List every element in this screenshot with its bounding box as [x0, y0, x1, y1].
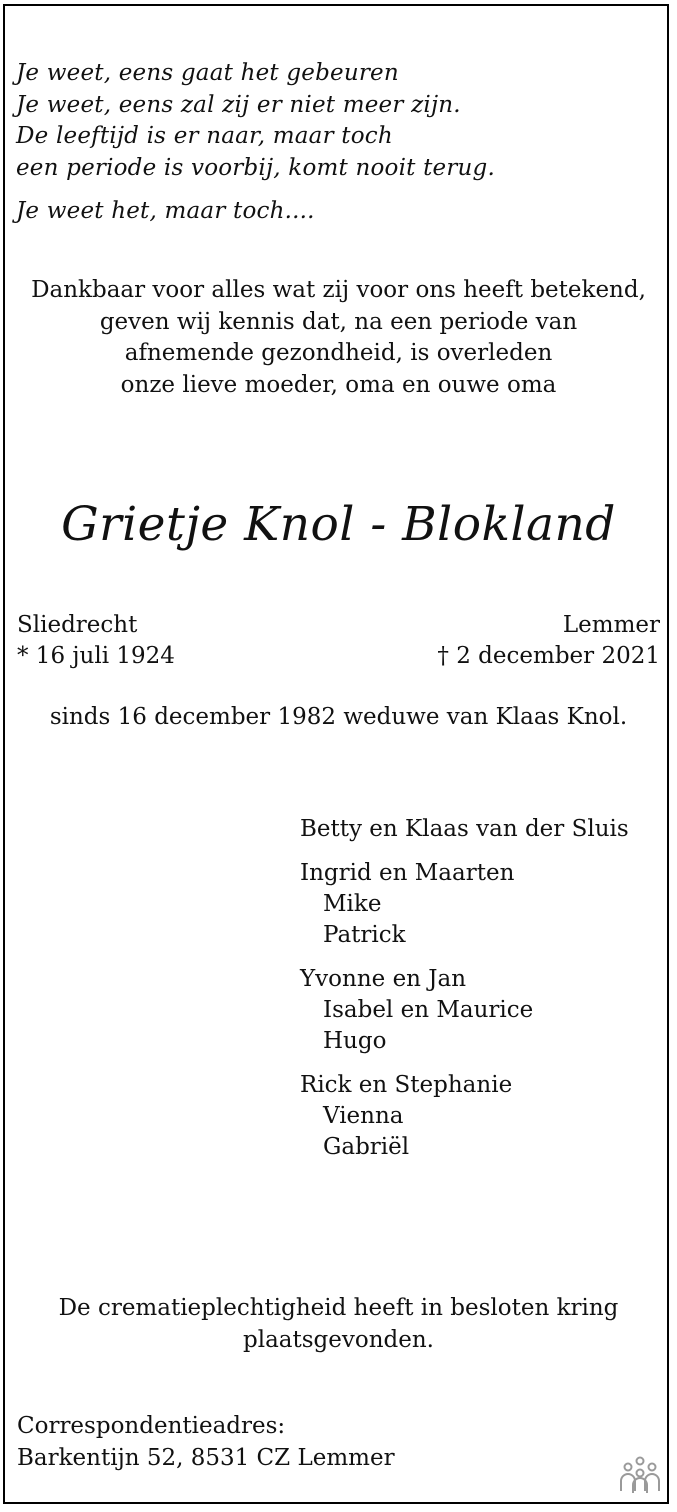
announcement-frame [3, 4, 669, 1504]
family-parents: Betty en Klaas van der Sluis [300, 816, 629, 842]
poem [16, 58, 495, 184]
intro-line: onze lieve moeder, oma en ouwe oma [120, 371, 557, 398]
family-group [300, 1070, 629, 1163]
poem-line: een periode is voorbij, komt nooit terug. [16, 154, 495, 181]
family-group [300, 814, 629, 845]
family-group [300, 964, 629, 1057]
intro-line: Dankbaar voor alles wat zij voor ons heeft betekend, [31, 277, 646, 303]
poem-line: Je weet, eens zal zij er niet meer zijn. [16, 91, 461, 118]
deceased-name: Grietje Knol - Blokland [61, 497, 616, 552]
widow-text: sinds 16 december 1982 weduwe van Klaas Knol. [49, 704, 628, 730]
family-parents: Rick en Stephanie [300, 1072, 513, 1098]
cremation-line: plaatsgevonden. [243, 1327, 434, 1353]
birth-info [17, 610, 175, 672]
poem-line: Je weet, eens gaat het gebeuren [16, 60, 399, 86]
cremation-notice [0, 1292, 677, 1356]
family-parents: Yvonne en Jan [300, 966, 467, 992]
family-list [300, 814, 629, 1176]
correspondence-address [17, 1410, 395, 1474]
intro-line: geven wij kennis dat, na een periode van [99, 308, 578, 335]
poem-line: De leeftijd is er naar, maar toch [16, 123, 393, 149]
address-value: Barkentijn 52, 8531 CZ Lemmer [17, 1445, 395, 1471]
family-parents: Ingrid en Maarten [300, 860, 515, 886]
death-date: † 2 december 2021 [437, 643, 660, 669]
family-child: Patrick [323, 922, 406, 948]
family-child: Vienna [323, 1103, 404, 1129]
intro-line: afnemende gezondheid, is overleden [124, 340, 553, 366]
family-child: Gabriël [323, 1134, 410, 1160]
family-child: Hugo [323, 1028, 387, 1054]
death-place: Lemmer [562, 612, 660, 638]
cremation-line: De crematieplechtigheid heeft in besloten kring [58, 1295, 619, 1321]
family-child: Mike [323, 891, 382, 917]
death-info [437, 610, 660, 672]
birth-date: * 16 juli 1924 [17, 643, 175, 669]
poem-closing: Je weet het, maar toch.... [16, 198, 315, 224]
birth-place: Sliedrecht [17, 612, 138, 638]
address-label: Correspondentieadres: [17, 1413, 286, 1439]
family-child: Isabel en Maurice [323, 997, 534, 1023]
family-group [300, 858, 629, 951]
intro-text [0, 275, 677, 401]
people-group-icon [618, 1455, 662, 1495]
